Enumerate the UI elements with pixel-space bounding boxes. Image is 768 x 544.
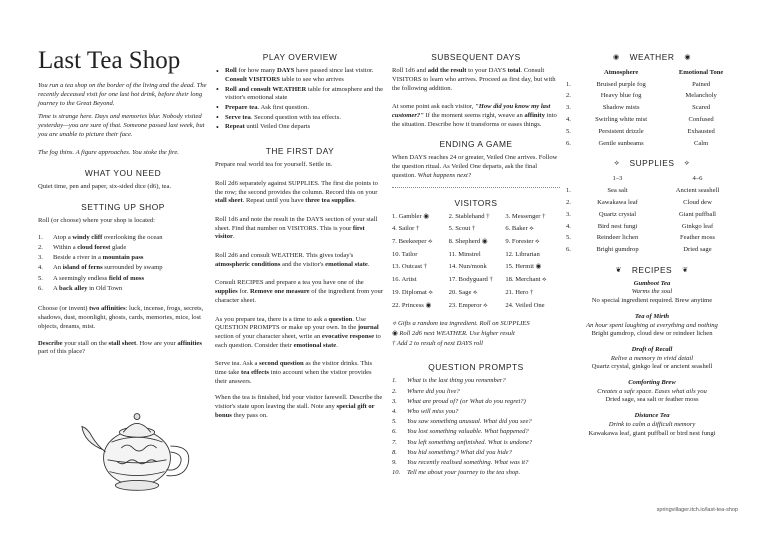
- location-list: [38, 234, 208, 294]
- recipe-entry: Distance Tea Drink to calm a difficult memory Kawakawa leaf, giant puffball or bird nest fungi: [588, 412, 716, 437]
- intro-paragraph: The fog thins. A figure approaches. You stoke the fire.: [38, 149, 179, 157]
- list-item: 1. What is the last thing you remember?: [392, 377, 506, 385]
- affinities-text: Choose (or invent) two affinities: luck, incense, frogs, secrets, shadows, dust, moonlight, ghosts, cards, memories, mice, lost objects, dreams, mist.: [38, 305, 204, 330]
- what-you-need-text: Quiet time, pen and paper, six-sided dice (d6), tea.: [38, 183, 172, 191]
- visitor-entry: 7. Beekeeper ⟡: [392, 238, 433, 246]
- list-item: 4. Who will miss you?: [392, 408, 459, 416]
- visitor-entry: 9. Forester ⟡: [505, 238, 540, 246]
- visitor-entry: 5. Scout †: [448, 225, 476, 233]
- first-day-p4: Roll 2d6 and consult WEATHER. This gives today's atmospheric conditions and the visitor's emotional state.: [215, 252, 370, 268]
- divider: [392, 187, 560, 188]
- heading-supplies-row: [566, 158, 738, 169]
- list-item: 1. Atop a windy cliff overlooking the ocean: [38, 233, 163, 241]
- visitor-entry: 22. Princess ◉: [392, 301, 432, 309]
- table-row: 5. Reindeer lichen Feather moss: [566, 234, 715, 242]
- list-item: 3. Beside a river in a mountain pass: [38, 254, 144, 262]
- list-item: 7. You left something unfinished. What is undone?: [392, 438, 533, 446]
- visitor-entry: 6. Baker ⟡: [505, 225, 534, 233]
- column-play: [215, 0, 385, 544]
- table-row: 1. Bruised purple fog Pained: [566, 80, 711, 88]
- visitor-entry: 1. Gambler ◉: [392, 212, 430, 220]
- heading-weather-row: [566, 52, 738, 63]
- heading-weather: WEATHER: [629, 52, 675, 62]
- table-row: 6. Gentle sunbeams Calm: [566, 140, 709, 148]
- heading-recipes: RECIPES: [631, 264, 673, 275]
- visitor-entry: 20. Sage ⟡: [448, 288, 478, 296]
- first-day-p3: Roll 1d6 and note the result in the DAYS section of your stall sheet. Find that number on VISITORS. This is your first visitor.: [215, 215, 378, 241]
- heading-questions: QUESTION PROMPTS: [428, 362, 524, 373]
- heading-setting-up: SETTING UP SHOP: [81, 201, 165, 212]
- list-item: 4. An island of ferns surrounded by swamp: [38, 264, 163, 272]
- heading-play-overview: PLAY OVERVIEW: [262, 52, 338, 62]
- visitors-grid: [392, 213, 560, 311]
- recipe-entry: Draft of Recall Relive a memory in vivid detail Quartz crystal, ginkgo leaf or ancient seashell: [591, 345, 713, 371]
- visitors-legend: [392, 320, 560, 348]
- leaf-ornament-icon: ❦: [615, 265, 622, 274]
- legend-days: † Add 2 to result of next DAYS roll: [392, 339, 483, 347]
- weather-eye-icon: ◉: [684, 52, 691, 61]
- recipe-entry: Gumboot Tea Warms the soul No special ingredient required. Brew anytime: [591, 279, 713, 305]
- visitor-entry: 18. Merchant ⟡: [505, 276, 547, 284]
- visitor-entry: 12. Librarian: [505, 250, 540, 258]
- col-header: Emotional Tone: [678, 68, 724, 76]
- visitor-entry: 8. Shepherd ◉: [448, 238, 488, 246]
- leaf-ornament-icon: ❦: [682, 265, 689, 274]
- visitor-entry: 10. Tailor: [392, 250, 418, 258]
- visitor-entry: 15. Hermit ◉: [505, 263, 542, 271]
- table-row: 3. Shadow mists Scared: [566, 104, 711, 112]
- page-title: Last Tea Shop: [38, 47, 181, 74]
- heading-recipes-row: [566, 265, 738, 276]
- list-item: 3. What are proud of? (or What do you regret?): [392, 397, 526, 405]
- visitor-entry: 11. Minstrel: [448, 250, 481, 258]
- legend-gift: ⟡ Gifts a random tea ingredient. Roll on SUPPLIES: [392, 320, 530, 328]
- list-item: • Roll and consult WEATHER table for atmosphere and the visitor's emotional state: [215, 86, 385, 103]
- list-item: 5. A seemingly endless field of moss: [38, 274, 145, 282]
- col-header: 1–3: [612, 175, 623, 183]
- visitor-entry: 23. Emperor ⟡: [448, 301, 488, 309]
- list-item: 8. You hid something? What did you hide?: [392, 448, 512, 456]
- visitor-entry: 21. Hero †: [505, 288, 534, 296]
- list-item: • Prepare tea. Ask first question.: [215, 104, 385, 113]
- first-day-p5: Consult RECIPES and prepare a tea you have one of the supplies for. Remove one measure of the ingredient from your character sheet.: [215, 279, 384, 304]
- first-day-p2: Roll 2d6 separately against SUPPLIES. The first die points to the row; the second provides the column. Record this on your stall sheet. Repeat until you have three tea supplies.: [215, 179, 378, 205]
- weather-table: [566, 67, 738, 150]
- visitor-entry: 14. Nun/monk: [448, 263, 487, 271]
- subsequent-p1: Roll 1d6 and add the result to your DAYS total. Consult VISITORS to learn who arrives. Proceed as first day, but with the following addition.: [392, 67, 556, 92]
- table-row: 3. Quartz crystal Giant puffball: [566, 210, 717, 218]
- visitor-entry: 2. Stablehand †: [448, 212, 490, 220]
- col-header: Atmosphere: [603, 68, 639, 76]
- setting-up-lead: Roll (or choose) where your shop is located:: [38, 217, 156, 225]
- list-item: • Roll for how many DAYS have passed since last visitor. Consult VISITORS table to see who arrives: [215, 67, 385, 84]
- table-row: 2. Heavy blue fog Melancholy: [566, 92, 717, 100]
- list-item: 6. You lost something valuable. What happened?: [392, 428, 529, 436]
- play-overview-list: [215, 67, 385, 132]
- visitor-entry: 24. Veiled One: [505, 301, 545, 309]
- visitor-entry: 16. Artist: [392, 276, 417, 284]
- stall-text: Describe your stall on the stall sheet. How are your affinities part of this place?: [38, 339, 202, 356]
- table-row: 4. Bird nest fungi Ginkgo leaf: [566, 222, 714, 230]
- visitor-entry: 13. Outcast †: [392, 263, 427, 271]
- weather-eye-icon: ◉: [613, 52, 620, 61]
- list-item: 9. You recently realised something. What was it?: [392, 459, 529, 467]
- visitor-entry: 19. Diplomat ⟡: [392, 288, 433, 296]
- recipe-entry: Comforting Brew Creates a safe space. Eases what ails you Dried sage, sea salt or feather moss: [597, 379, 707, 404]
- visitor-entry: 4. Sailor †: [392, 225, 420, 233]
- list-item: • Repeat until Veiled One departs: [215, 123, 385, 132]
- footer-url[interactable]: springvillager.itch.io/last-tea-shop: [656, 506, 738, 513]
- col-header: 4–6: [692, 175, 703, 183]
- column-days: [392, 0, 560, 544]
- first-day-p1: Prepare real world tea for yourself. Settle in.: [215, 161, 333, 169]
- table-row: 6. Bright gumdrop Dried sage: [566, 246, 712, 254]
- table-row: 1. Sea salt Ancient seashell: [566, 186, 720, 194]
- visitor-entry: 3. Messenger †: [505, 212, 546, 220]
- heading-subsequent-days: SUBSEQUENT DAYS: [431, 52, 521, 62]
- list-item: 2. Where did you live?: [392, 387, 460, 395]
- first-day-p7: Serve tea. Ask a second question as the visitor drinks. This time take tea effects into account when the visitor provides their answers.: [215, 360, 373, 385]
- column-intro: [38, 0, 208, 544]
- legend-weather: ◉ Roll 2d6 next WEATHER. Use higher result: [392, 329, 515, 337]
- recipe-entry: Tea of Mirth An hour spent laughing at everything and nothing Bright gumdrop, cloud dew or reindeer lichen: [586, 312, 718, 338]
- list-item: 10. Tell me about your journey to the tea shop.: [392, 469, 521, 477]
- heading-supplies: SUPPLIES: [629, 158, 675, 169]
- list-item: • Serve tea. Second question with tea effects.: [215, 114, 385, 123]
- heading-visitors: VISITORS: [454, 197, 498, 208]
- question-list: [392, 377, 560, 478]
- heading-first-day: THE FIRST DAY: [265, 146, 335, 157]
- table-row: 5. Persistent drizzle Exhausted: [566, 128, 715, 136]
- heading-what-you-need: WHAT YOU NEED: [84, 168, 162, 179]
- intro-paragraph: Time is strange here. Days and memories blur. Nobody visited yesterday—you are sure of that. Someone passed last week, but you are unable to picture their face.: [38, 113, 205, 138]
- column-tables: [566, 0, 738, 544]
- intro-paragraph: You run a tea shop on the border of the living and the dead. The recently deceased visit for one last hot drink, before their long journey to the Great Beyond.: [38, 82, 207, 107]
- ending-text: When DAYS reaches 24 or greater, Veiled One arrives. Follow the question ritual. As Veiled One departs, ask the final question. What happens next?: [392, 154, 558, 179]
- table-row: 4. Swirling white mist Confused: [566, 116, 714, 124]
- list-item: 6. A back alley in Old Town: [38, 284, 123, 292]
- visitor-entry: 17. Bodyguard †: [448, 276, 493, 284]
- teapot-illustration: [78, 402, 196, 498]
- list-item: 5. You saw something unusual. What did you see?: [392, 418, 532, 426]
- first-day-p6: As you prepare tea, there is a time to ask a question. Use QUESTION PROMPTS or make up your own. In the journal section of your character sheet, write an evocative response to each question. Consider their emotional state.: [215, 315, 381, 349]
- gift-sprig-icon: ⟡: [614, 159, 620, 168]
- list-item: 2. Within a cloud forest glade: [38, 243, 127, 251]
- heading-ending: ENDING A GAME: [439, 139, 513, 150]
- gift-sprig-icon: ⟡: [684, 159, 690, 168]
- supplies-table: [566, 173, 738, 256]
- subsequent-p2: At some point ask each visitor, "How did you know my last customer?" If the moment seems right, weave an affinity into the situation. Describe how it transforms or eases things.: [392, 103, 557, 128]
- first-day-p8: When the tea is finished, bid your visitor farewell. Describe the visitor's state upon leaving the stall. Note any special gift or bonus they pass on.: [215, 394, 383, 419]
- table-row: 2. Kawakawa leaf Cloud dew: [566, 198, 712, 206]
